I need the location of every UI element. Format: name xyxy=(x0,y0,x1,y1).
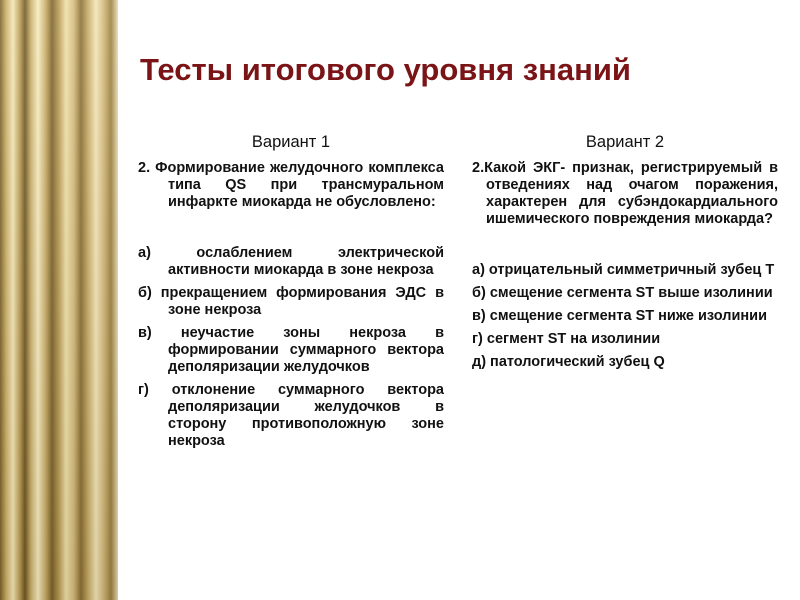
variant-2-answer-a: а) отрицательный симметричный зубец Т xyxy=(472,262,775,278)
spacer xyxy=(472,228,778,262)
spacer xyxy=(138,211,444,245)
variant-1-column xyxy=(138,132,444,456)
variant-2-heading: Вариант 2 xyxy=(585,133,665,151)
variant-1-question: 2. Формирование желудочного комплекса типа QS при трансмуральном инфаркте миокарда не обусловлено: xyxy=(138,160,444,210)
variant-2-answer-b: б) смещение сегмента ST выше изолинии xyxy=(472,285,773,301)
variant-2-answer-d: г) сегмент ST на изолинии xyxy=(472,331,661,347)
variant-1-heading: Вариант 1 xyxy=(251,133,331,151)
variant-1-answer-d: г) отклонение суммарного вектора деполяризации желудочков в сторону противоположную зоне некроза xyxy=(138,382,444,449)
variant-2-answer-e: д) патологический зубец Q xyxy=(472,354,665,370)
variant-1-answer-a: а) ослаблением электрической активности миокарда в зоне некроза xyxy=(138,245,444,278)
decorative-curtain xyxy=(0,0,118,600)
variant-2-answer-c: в) смещение сегмента ST ниже изолинии xyxy=(472,308,767,324)
page-title: Тесты итогового уровня знаний xyxy=(140,52,631,87)
variant-2-question: 2.Какой ЭКГ- признак, регистрируемый в отведениях над очагом поражения, характерен для субэндокардиального ишемического повреждения миокарда? xyxy=(472,160,778,227)
variant-1-answer-c: в) неучастие зоны некроза в формировании суммарного вектора деполяризации желудочков xyxy=(138,325,444,375)
variant-1-answer-b: б) прекращением формирования ЭДС в зоне некроза xyxy=(138,285,444,318)
variant-2-column xyxy=(472,132,778,377)
